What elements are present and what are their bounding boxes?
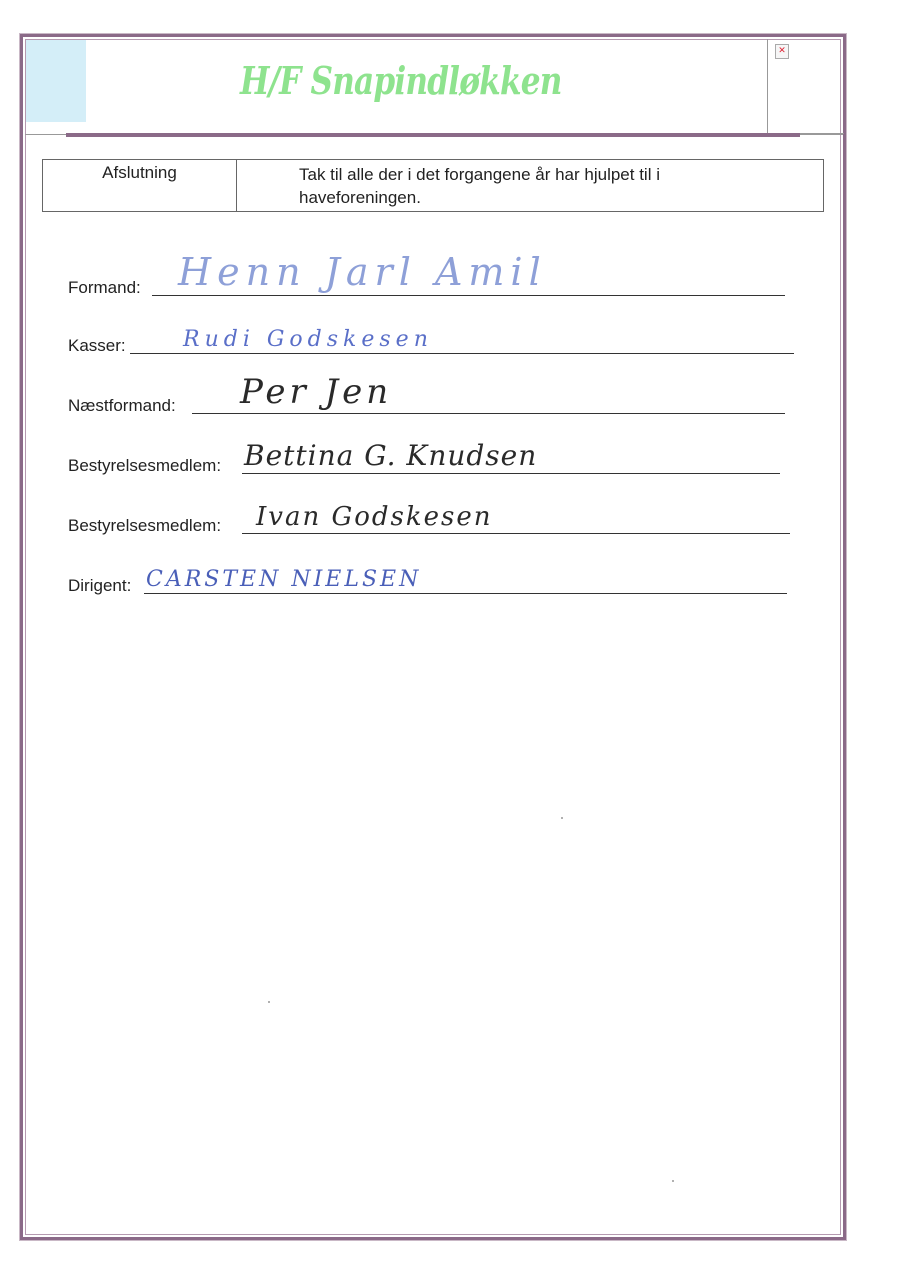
signature-line [144, 593, 787, 594]
signature-label: Formand: [68, 278, 141, 297]
signature: CARSTEN NIELSEN [146, 567, 422, 592]
signature-line [130, 353, 794, 354]
signature-label: Bestyrelsesmedlem: [68, 456, 222, 475]
summary-table [42, 159, 824, 212]
signature-label: Næstformand: [68, 396, 176, 415]
signature: Per Jen [240, 372, 393, 412]
signature-row-kasser [68, 316, 798, 356]
signature-row-bestyrelsesmedlem-2 [68, 496, 793, 536]
logo-placeholder [26, 40, 86, 122]
scan-speck [268, 1001, 270, 1003]
scan-speck [561, 817, 563, 819]
signature: Ivan Godskesen [256, 502, 493, 532]
signature-row-bestyrelsesmedlem-1 [68, 436, 783, 476]
signature-row-formand [68, 250, 788, 298]
summary-text-line-1: Tak til alle der i det forgangene år har hjulpet til i [299, 165, 660, 184]
page-title: H/F Snapindløkken [240, 58, 562, 103]
signature-line [242, 473, 780, 474]
scan-speck [672, 1180, 674, 1182]
summary-text-line-2: haveforeningen. [299, 188, 421, 207]
broken-image-icon: ✕ [775, 44, 789, 59]
signature-row-naestformand [68, 372, 788, 416]
header-divider [66, 133, 800, 137]
summary-text [237, 160, 823, 211]
summary-label: Afslutning [43, 160, 237, 211]
signature-row-dirigent [68, 556, 788, 596]
signature-line [242, 533, 790, 534]
signature-line [152, 295, 785, 296]
signature: Bettina G. Knudsen [244, 439, 538, 472]
signature-label: Kasser: [68, 336, 126, 355]
signature: Rudi Godskesen [183, 327, 433, 352]
signature-line [192, 413, 785, 414]
signature: Henn Jarl Amil [178, 250, 547, 294]
signature-label: Dirigent: [68, 576, 132, 595]
page-border [20, 34, 846, 1240]
signature-label: Bestyrelsesmedlem: [68, 516, 222, 535]
